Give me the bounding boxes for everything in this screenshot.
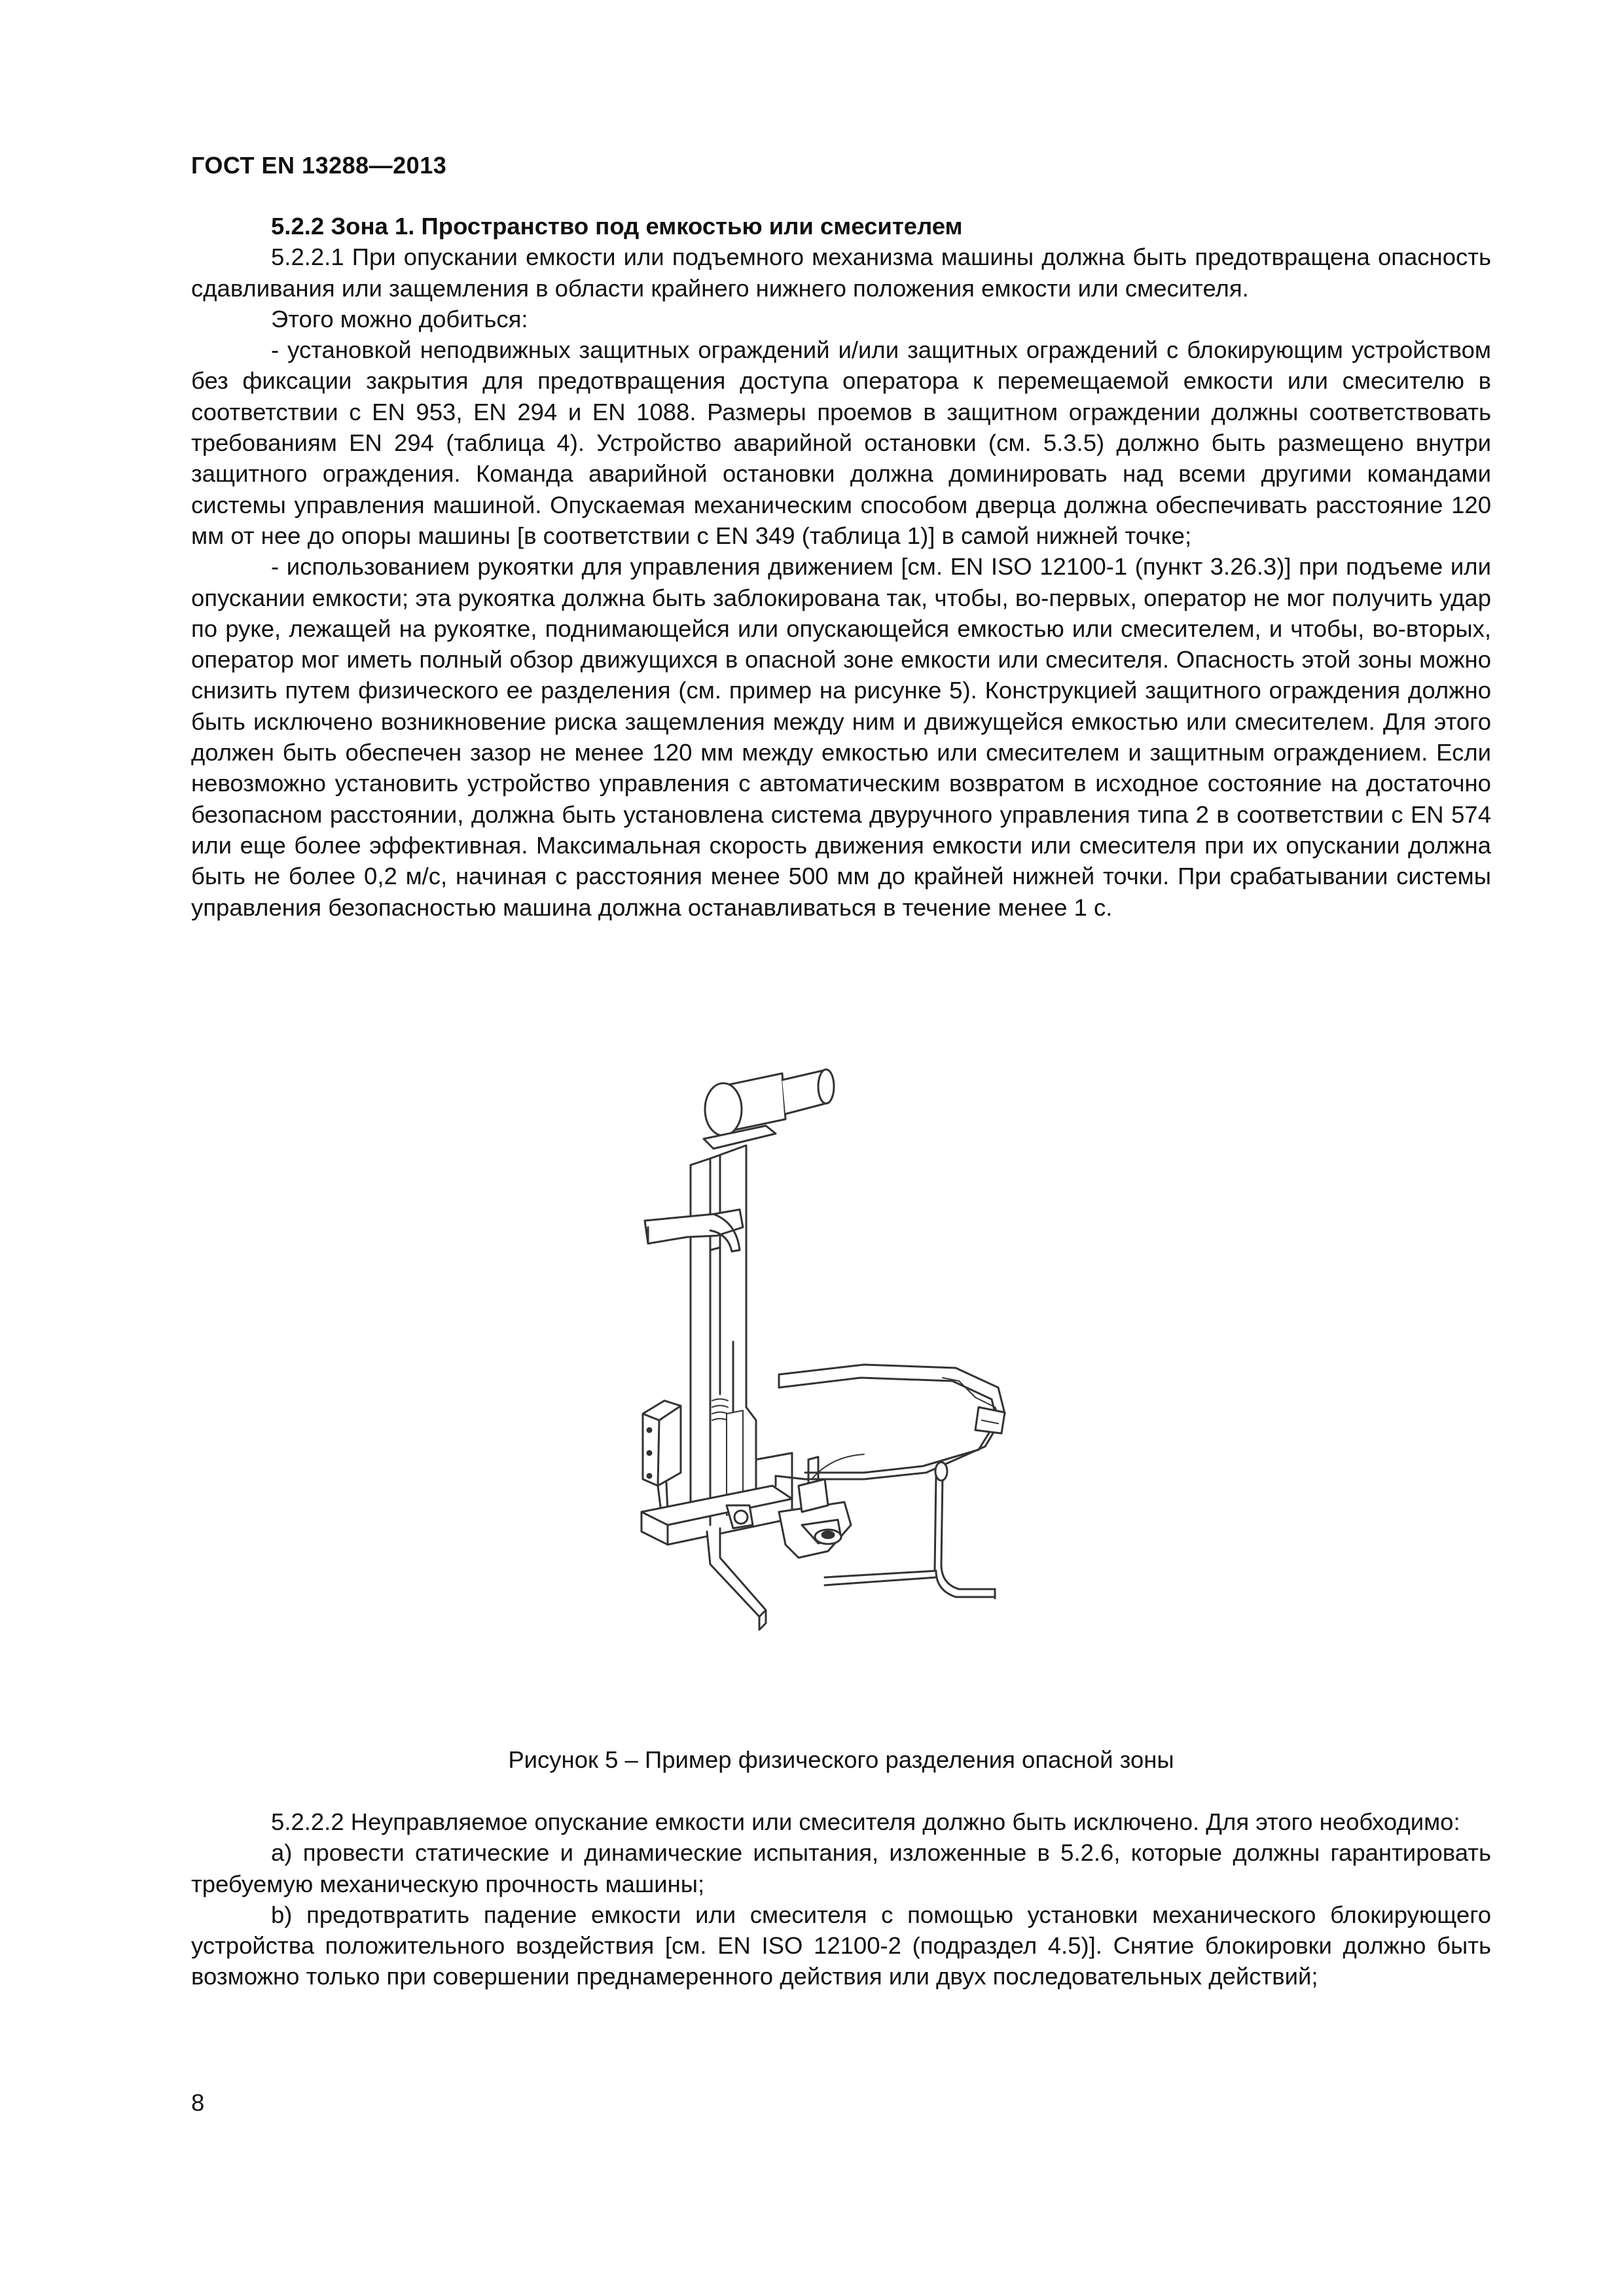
guard-ring-drawing <box>776 1365 1005 1486</box>
paragraph-item-b: b) предотвратить падение емкости или смесителя с помощью установки механического блокирующего устройства положительного воздействия [см. EN ISO 12100-2 (подраздел 4.5)]. Снятие блокировки должно быть возможно только при совершении преднамеренного действия или двух последовательных действий; <box>191 1901 1491 1990</box>
paragraph-5-2-2-1: 5.2.2.1 При опускании емкости или подъемного механизма машины должна быть предотвращена опасность сдавливания или защемления в области крайнего нижнего положения емкости или смесителя. <box>191 243 1491 302</box>
page-number: 8 <box>191 2089 205 2116</box>
paragraph-handle: - использованием рукоятки для управления движением [см. EN ISO 12100-1 (пункт 3.26.3)] при подъеме или опускании емкости; эта рукоятка должна быть заблокирована так, чтобы, во-первых, оператор не мог получить удар по руке, лежащей на рукоятке, поднимающейся или опускающейся емкостью или смесителем, и чтобы, во-вторых, оператор мог иметь полный обзор движущихся в опасной зоне емкости или смесителя. Опасность этой зоны можно снизить путем физического ее разделения (см. пример на рисунке 5). Конструкцией защитного ограждения должно быть исключено возникновение риска защемления между ним и движущейся емкостью или смесителем. Для этого должен быть обеспечен зазор не менее 120 мм между емкостью или смесителем и защитным ограждением. Если невозможно установить устройство управления с автоматическим возвратом в исходное состояние на достаточно безопасном расстоянии, должна быть установлена система двуручного управления типа 2 в соответствии с EN 574 или еще более эффективная. Максимальная скорость движения емкости или смесителя при их опускании должна быть не более 0,2 м/с, начиная с расстояния менее 500 мм до крайней нижней точки. При срабатывании системы управления безопасностью машина должна останавливаться в течение менее 1 с. <box>191 553 1491 921</box>
paragraph-intro: Этого можно добиться: <box>271 305 528 332</box>
paragraph-item-a: a) провести статические и динамические испытания, изложенные в 5.2.6, которые должны гарантировать требуемую механическую прочность машины; <box>191 1839 1491 1897</box>
section-5-2-2-2 <box>191 1806 1491 1992</box>
section-heading: 5.2.2 Зона 1. Пространство под емкостью или смесителем <box>271 213 963 240</box>
hand-control-drawing <box>825 1462 995 1598</box>
section-5-2-2 <box>191 211 1491 923</box>
handle-drawing <box>645 1210 743 1251</box>
figure-5-machine-drawing <box>628 1054 1074 1748</box>
motor-drawing <box>704 1069 834 1149</box>
figure-caption: Рисунок 5 – Пример физического разделения опасной зоны <box>508 1746 1174 1773</box>
document-header: ГОСТ EN 13288—2013 <box>191 152 447 179</box>
paragraph-guards: - установкой неподвижных защитных ограждений и/или защитных ограждений с блокирующим устройством без фиксации закрытия для предотвращения доступа оператора к перемещаемой емкости или смесителю в соответствии с EN 953, EN 294 и EN 1088. Размеры проемов в защитном ограждении должны соответствовать требованиям EN 294 (таблица 4). Устройство аварийной остановки (см. 5.3.5) должно быть размещено внутри защитного ограждения. Команда аварийной остановки должна доминировать над всеми другими командами системы управления машиной. Опускаемая механическим способом дверца должна обеспечивать расстояние 120 мм от нее до опоры машины [в соответствии с EN 349 (таблица 1)] в самой нижней точке; <box>191 336 1491 549</box>
column-drawing <box>691 1145 756 1525</box>
paragraph-5-2-2-2: 5.2.2.2 Неуправляемое опускание емкости или смесителя должно быть исключено. Для этого необходимо: <box>271 1808 1460 1835</box>
control-box-drawing <box>643 1401 681 1512</box>
